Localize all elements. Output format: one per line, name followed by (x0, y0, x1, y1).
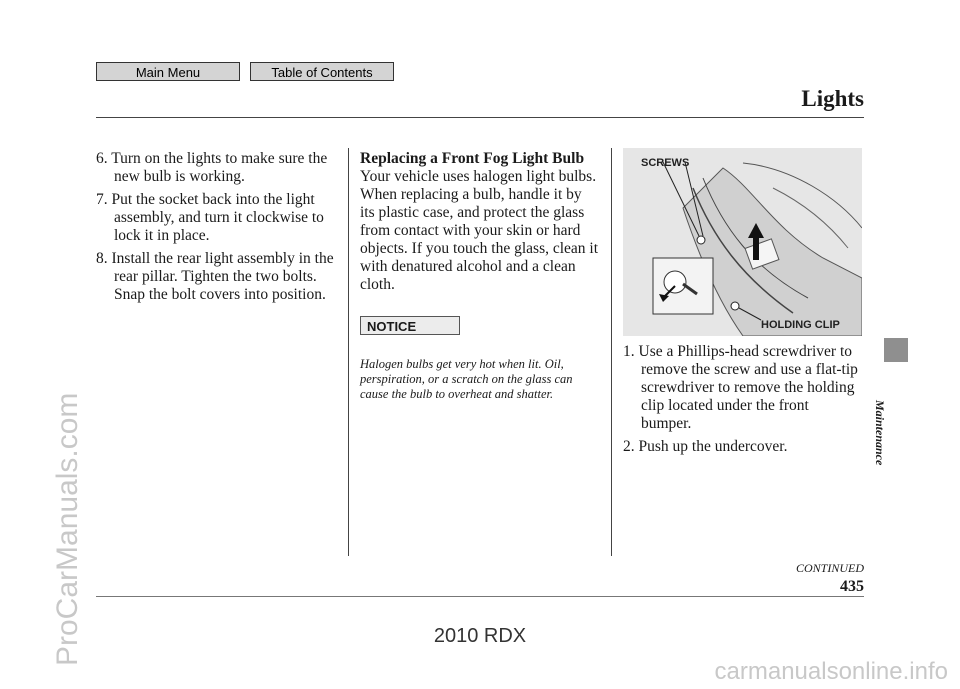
table-of-contents-button[interactable]: Table of Contents (250, 62, 394, 81)
side-section-label: Maintenance (873, 400, 887, 466)
subsection-heading: Replacing a Front Fog Light Bulb (360, 150, 585, 167)
fog-light-illustration (623, 148, 862, 336)
list-item: 2. Push up the undercover. (623, 438, 788, 455)
body-paragraph: Your vehicle uses halogen light bulbs. When replacing a bulb, handle it by its plastic case, and protect the glass from contact with your skin or hard objects. If you touch the glass, clean it with denatured alcohol and a clean cloth. (360, 168, 599, 293)
list-item: 1. Use a Phillips-head screwdriver to remove the screw and use a flat-tip screwdriver to remove the holding clip located under the front bumper. (623, 343, 858, 432)
list-item: 8. Install the rear light assembly in the rear pillar. Tighten the two bolts. Snap the bolt covers into position. (96, 250, 334, 303)
header-rule (96, 117, 864, 118)
list-item: 6. Turn on the lights to make sure the new bulb is working. (96, 150, 328, 185)
left-column (96, 150, 336, 309)
left-steps-list (96, 150, 336, 304)
footer-rule (96, 596, 864, 597)
notice-text: Halogen bulbs get very hot when lit. Oil, perspiration, or a scratch on the glass can cause the bulb to overheat and shatter. (360, 357, 573, 401)
section-tab-marker (884, 338, 908, 362)
middle-column (360, 150, 600, 402)
column-divider (611, 148, 612, 556)
column-divider (348, 148, 349, 556)
right-steps-list (623, 343, 863, 456)
continued-label: CONTINUED (795, 561, 864, 575)
page-number: 435 (840, 578, 864, 595)
right-column (623, 343, 863, 461)
notice-badge: NOTICE (360, 316, 460, 335)
watermark-bottom: carmanualsonline.info (714, 658, 948, 685)
label-holding-clip: HOLDING CLIP (761, 319, 840, 331)
label-screws: SCREWS (641, 157, 690, 169)
bumper-undercover-drawing (623, 148, 862, 336)
watermark-left: ProCarManuals.com (51, 392, 84, 666)
main-menu-button[interactable]: Main Menu (96, 62, 240, 81)
list-item: 7. Put the socket back into the light assembly, and turn it clockwise to lock it in place. (96, 191, 324, 244)
section-title: Lights (801, 86, 864, 111)
model-label: 2010 RDX (433, 625, 527, 647)
